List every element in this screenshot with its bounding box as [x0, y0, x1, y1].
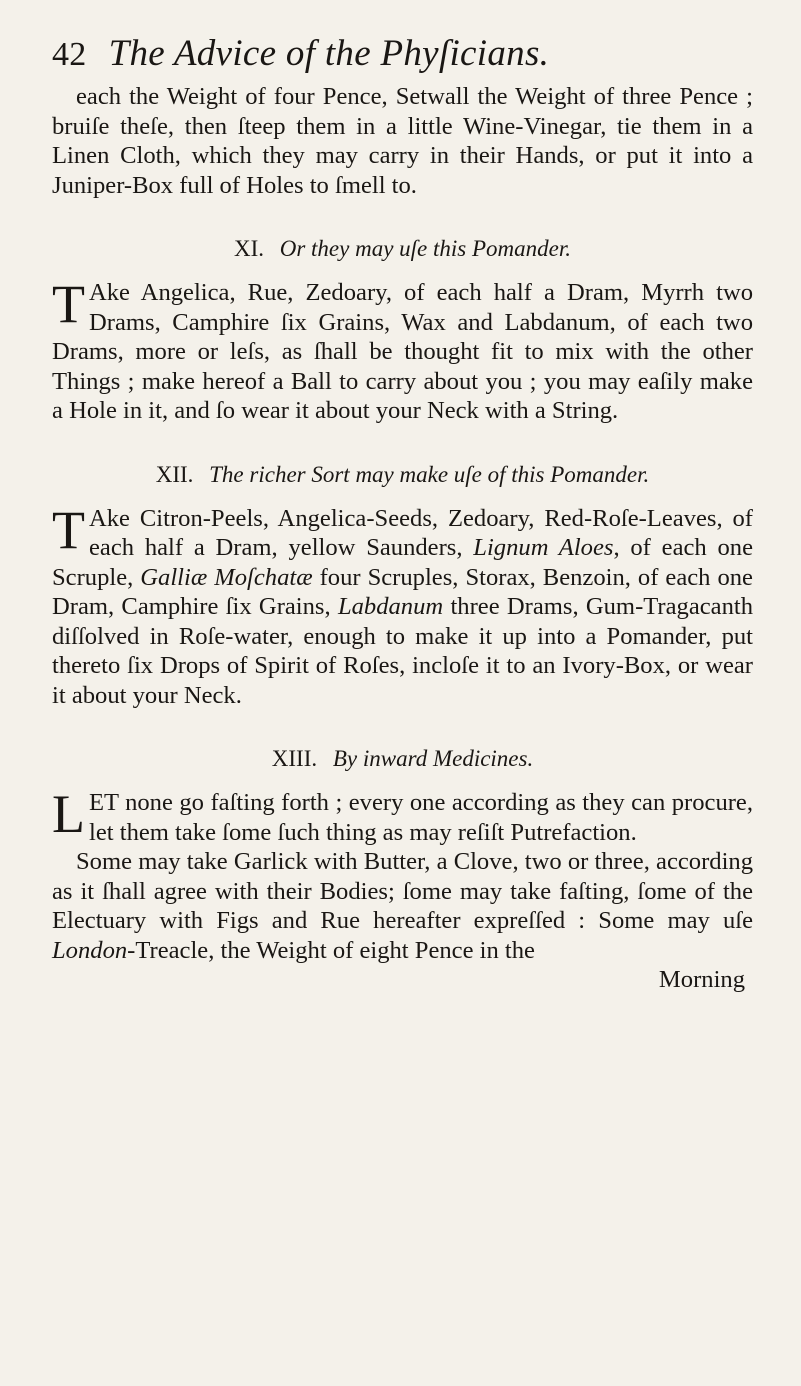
paragraph-text: ET none go faſting forth ; every one according as they can procure, let them take ſome ſuch thing as may reſiſt Putrefaction. — [89, 789, 753, 846]
running-head — [52, 32, 753, 82]
section-number: XIII. — [271, 746, 318, 771]
section-paragraph-xiii-2 — [52, 847, 753, 965]
drop-cap: L — [52, 784, 85, 844]
running-title: The Advice of the Phyſicians. — [108, 33, 550, 74]
paragraph-text: -Treacle, the Weight of eight Pence in the — [127, 936, 535, 964]
section-number: XI. — [233, 236, 264, 261]
paragraph-text: , of each one Scruple, — [52, 534, 753, 591]
page-number: 42 — [52, 36, 87, 73]
section-paragraph-xii — [52, 499, 753, 711]
paragraph-text: four Scruples, Storax, Benzoin, of each one Dram, Camphire ſix Grains, — [52, 563, 753, 620]
section-title: By inward Medicines. — [332, 746, 534, 771]
section-title: The richer Sort may make uſe of this Pomander. — [209, 461, 650, 487]
section-number: XII. — [155, 461, 194, 487]
section-title: Or they may uſe this Pomander. — [279, 236, 572, 261]
section-paragraph-xi — [52, 274, 753, 426]
drop-cap: T — [52, 274, 85, 334]
catchword: Morning — [658, 966, 745, 993]
section-heading-xi — [52, 234, 753, 264]
paragraph-italic: Galliæ Moſchatæ — [140, 563, 313, 591]
paragraph-italic: Lignum Aloes — [473, 534, 614, 561]
paragraph-italic: Labdanum — [337, 593, 444, 620]
drop-cap: T — [52, 499, 85, 560]
paragraph-text: Ake Citron-Peels, Angelica-Seeds, Zedoary, Red-Roſe-Leaves, of each half a Dram, yellow Saunders, — [89, 504, 753, 561]
paragraph-text: three Drams, Gum-Tragacanth diſſolved in Roſe-water, enough to make it up into a Pomander, put thereto ſix Drops of Spirit of Roſes, incloſe it to an Ivory-Box, or wear it about your Neck. — [52, 593, 753, 709]
section-heading-xii — [52, 460, 753, 490]
paragraph-italic: London — [52, 936, 128, 964]
section-paragraph-xiii — [52, 784, 753, 847]
intro-paragraph: each the Weight of four Pence, Setwall the Weight of three Pence ; bruiſe theſe, then ſteep them in a little Wine-Vinegar, tie them in a Linen Cloth, which they may carry in their Hands, or put it into a Juniper-Box full of Holes to ſmell to. — [52, 83, 753, 199]
paragraph-text: Some may take Garlick with Butter, a Clove, two or three, according as it ſhall agree with their Bodies; ſome may take faſting, ſome of the Electuary with Figs and Rue hereafter expreſſed : Some may uſe — [52, 848, 753, 934]
paragraph-text: Ake Angelica, Rue, Zedoary, of each half a Dram, Myrrh two Drams, Camphire ſix Grains, Wax and Labdanum, of each two Drams, more or leſs, as ſhall be thought fit to mix with the other Things ; make hereof a Ball to carry about you ; you may eaſily make a Hole in it, and ſo wear it about your Neck with a String. — [52, 279, 753, 424]
section-heading-xiii — [52, 744, 753, 774]
